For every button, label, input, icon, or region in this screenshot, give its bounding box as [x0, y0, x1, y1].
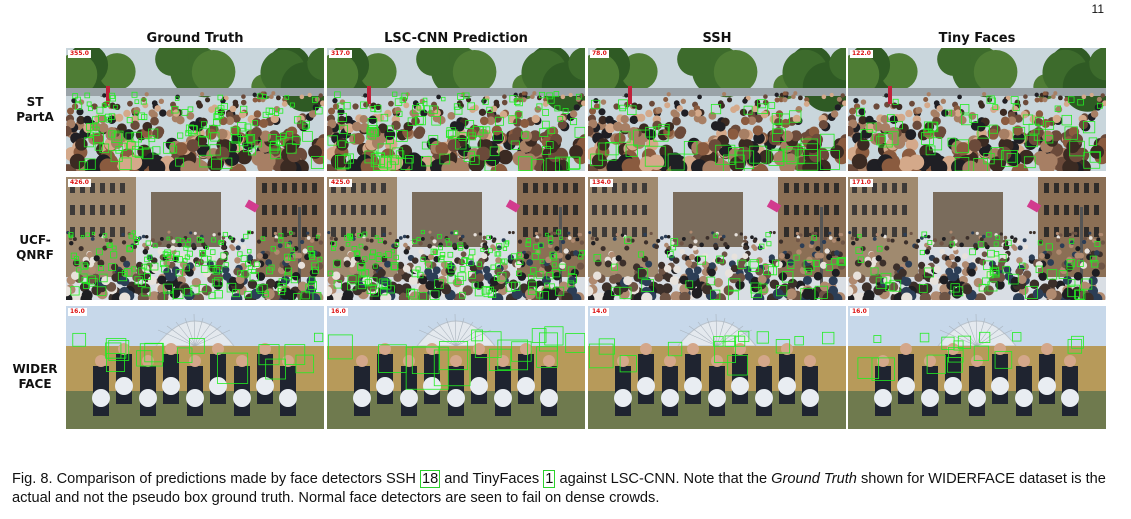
count-label: 16.0: [70, 308, 85, 315]
image-st-parta-lsc-cnn: [327, 48, 585, 171]
image-wider-face-lsc-cnn: [327, 306, 585, 429]
crowd-photo: [327, 177, 585, 300]
crowd-photo: [588, 306, 846, 429]
column-header-ssh: SSH: [702, 31, 732, 46]
figure-caption: Fig. 8. Comparison of predictions made by face detectors SSH 18 and TinyFaces 1 against LSC-CNN. Note that the Ground Truth shown for WIDERFACE dataset is the actual and not the pseudo box ground truth. Normal face detectors are seen to fail on dense crowds.: [12, 471, 1106, 506]
column-header-tiny-faces: Tiny Faces: [938, 31, 1016, 46]
crowd-photo: [66, 306, 324, 429]
row-label-ucf-qnrf: UCF- QNRF: [16, 233, 54, 262]
column-header-ground-truth: Ground Truth: [146, 31, 244, 46]
column-header-lsc-cnn: LSC-CNN Prediction: [384, 31, 528, 46]
count-label: 425.0: [331, 179, 350, 186]
image-st-parta-tiny-faces: [848, 48, 1106, 171]
crowd-photo: [848, 48, 1106, 171]
citation-link-1[interactable]: 1: [545, 471, 554, 487]
count-label: 78.0: [592, 50, 607, 57]
image-ucf-qnrf-ground-truth: [66, 177, 324, 300]
image-ucf-qnrf-ssh: [588, 177, 846, 300]
citation-link-18[interactable]: 18: [422, 471, 439, 487]
page-number: 11: [1091, 2, 1104, 16]
count-label: 14.0: [592, 308, 607, 315]
crowd-photo: [66, 48, 324, 171]
image-ucf-qnrf-lsc-cnn: [327, 177, 585, 300]
count-label: 426.0: [70, 179, 89, 186]
image-wider-face-ground-truth: [66, 306, 324, 429]
row-label-st-parta: ST PartA: [16, 95, 54, 124]
count-label: 16.0: [852, 308, 867, 315]
image-wider-face-tiny-faces: [848, 306, 1106, 429]
count-label: 134.0: [592, 179, 611, 186]
crowd-photo: [327, 48, 585, 171]
image-st-parta-ssh: [588, 48, 846, 171]
crowd-photo: [66, 177, 324, 300]
count-label: 16.0: [331, 308, 346, 315]
image-st-parta-ground-truth: [66, 48, 324, 171]
count-label: 122.0: [852, 50, 871, 57]
row-label-wider-face: WIDER FACE: [12, 362, 58, 391]
crowd-photo: [588, 177, 846, 300]
crowd-photo: [588, 48, 846, 171]
crowd-photo: [848, 306, 1106, 429]
image-wider-face-ssh: [588, 306, 846, 429]
count-label: 355.0: [70, 50, 89, 57]
count-label: 171.0: [852, 179, 871, 186]
image-ucf-qnrf-tiny-faces: [848, 177, 1106, 300]
count-label: 317.0: [331, 50, 350, 57]
crowd-photo: [327, 306, 585, 429]
crowd-photo: [848, 177, 1106, 300]
